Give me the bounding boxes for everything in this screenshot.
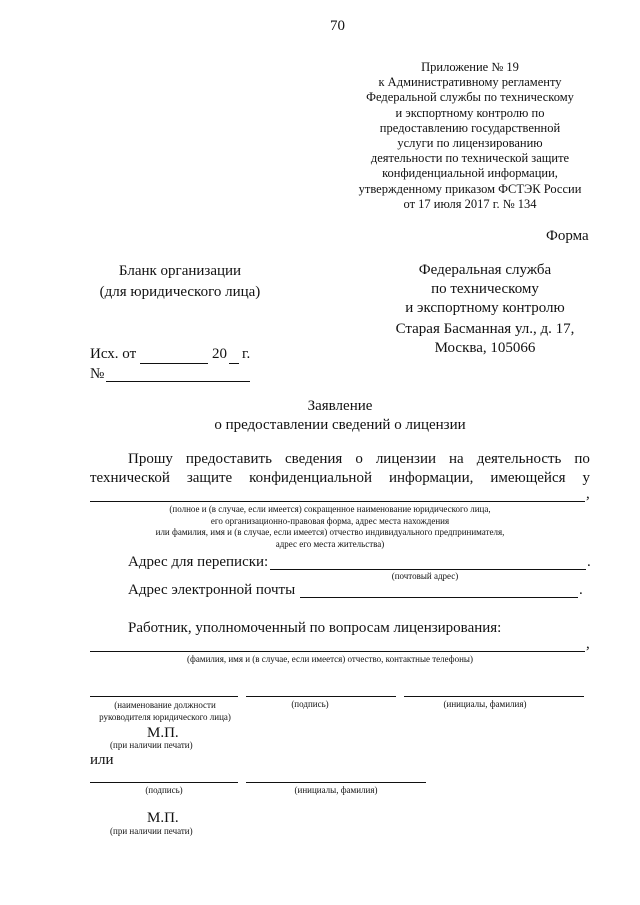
request-word: технической bbox=[90, 470, 170, 486]
recipient-line: и экспортному контролю bbox=[405, 300, 565, 316]
hint-line: или фамилия, имя и (в случае, если имеется) отчество индивидуального предпринимателя, bbox=[155, 527, 505, 537]
outgoing-year-prefix: 20 bbox=[212, 346, 227, 362]
outgoing-number-label: № bbox=[90, 366, 105, 382]
stamp-label: М.П. bbox=[147, 725, 179, 741]
authorized-label: Работник, уполномоченный по вопросам лицензирования: bbox=[128, 620, 502, 636]
authorized-end: , bbox=[586, 636, 590, 652]
hint-line: его организационно-правовая форма, адрес места нахождения bbox=[210, 515, 450, 526]
stamp-hint: (при наличии печати) bbox=[110, 740, 193, 750]
initials-field-2[interactable] bbox=[246, 782, 426, 783]
correspondence-label: Адрес для переписки: bbox=[128, 554, 269, 570]
request-word: деятельность bbox=[476, 451, 562, 467]
stamp-hint-2: (при наличии печати) bbox=[110, 826, 193, 836]
request-word: по bbox=[574, 451, 590, 467]
initials-field[interactable] bbox=[404, 696, 584, 697]
outgoing-number-field[interactable] bbox=[106, 381, 250, 382]
address-line: Москва, 105066 bbox=[434, 340, 536, 356]
recipient bbox=[385, 261, 585, 318]
request-line-2 bbox=[90, 470, 590, 487]
request-word: Прошу bbox=[128, 451, 173, 467]
signature-hint-2: (подпись) bbox=[145, 785, 183, 795]
initials-hint-2: (инициалы, фамилия) bbox=[294, 785, 378, 795]
hint-line: руководителя юридического лица) bbox=[99, 712, 231, 722]
correspondence-hint: (почтовый адрес) bbox=[391, 571, 459, 581]
appendix-line: к Административному регламенту bbox=[378, 75, 562, 90]
applicant-field-end: , bbox=[586, 486, 590, 502]
org-blank-line: Бланк организации bbox=[118, 263, 242, 279]
org-blank-line: (для юридического лица) bbox=[99, 284, 261, 300]
outgoing-date-field[interactable] bbox=[140, 363, 208, 364]
email-field[interactable] bbox=[300, 597, 578, 598]
position-hint bbox=[80, 699, 250, 723]
initials-hint: (инициалы, фамилия) bbox=[443, 699, 527, 709]
recipient-address bbox=[385, 320, 585, 358]
authorized-hint: (фамилия, имя и (в случае, если имеется) отчество, контактные телефоны) bbox=[187, 654, 473, 664]
recipient-line: Федеральная служба bbox=[418, 262, 552, 278]
email-end: . bbox=[579, 582, 583, 598]
request-word: предоставить bbox=[185, 451, 272, 467]
or-label: или bbox=[90, 752, 114, 768]
request-word: имеющейся bbox=[490, 470, 566, 486]
address-line: Старая Басманная ул., д. 17, bbox=[395, 321, 575, 337]
document-title bbox=[170, 397, 510, 435]
correspondence-address-field[interactable] bbox=[270, 569, 586, 570]
request-word: информации, bbox=[388, 470, 474, 486]
applicant-field[interactable] bbox=[90, 501, 585, 502]
signature-hint: (подпись) bbox=[291, 699, 329, 709]
appendix-line: от 17 июля 2017 г. № 134 bbox=[403, 196, 537, 211]
title-line: о предоставлении сведений о лицензии bbox=[214, 417, 466, 433]
email-label: Адрес электронной почты bbox=[128, 582, 296, 598]
appendix-block bbox=[340, 60, 600, 212]
request-word: защите bbox=[186, 470, 233, 486]
appendix-line: и экспортному контролю по bbox=[395, 105, 545, 120]
hint-line: (полное и (в случае, если имеется) сокращенное наименование юридического лица, bbox=[169, 504, 491, 514]
outgoing-date-label: Исх. от bbox=[90, 346, 137, 362]
recipient-line: по техническому bbox=[431, 281, 539, 297]
outgoing-year-suffix: г. bbox=[242, 346, 251, 362]
appendix-line: конфиденциальной информации, bbox=[382, 166, 558, 181]
correspondence-end: . bbox=[587, 554, 591, 570]
request-word: на bbox=[449, 451, 464, 467]
request-word: о bbox=[355, 451, 363, 467]
applicant-hint bbox=[90, 504, 570, 550]
request-word: у bbox=[582, 470, 590, 486]
title-line: Заявление bbox=[307, 398, 373, 414]
hint-line: адрес его места жительства) bbox=[275, 538, 385, 549]
hint-line: (наименование должности bbox=[114, 700, 216, 710]
appendix-line: деятельности по технической защите bbox=[370, 151, 570, 166]
form-label: Форма bbox=[546, 228, 589, 244]
signature-field[interactable] bbox=[246, 696, 396, 697]
request-word: сведения bbox=[284, 451, 343, 467]
appendix-line: услуги по лицензированию bbox=[397, 136, 543, 151]
appendix-line: Приложение № 19 bbox=[421, 60, 519, 74]
signature-field-2[interactable] bbox=[90, 782, 238, 783]
stamp-label-2: М.П. bbox=[147, 810, 179, 826]
authorized-field[interactable] bbox=[90, 651, 585, 652]
position-field[interactable] bbox=[90, 696, 238, 697]
request-word: конфиденциальной bbox=[249, 470, 372, 486]
page-number: 70 bbox=[330, 18, 345, 34]
request-word: лицензии bbox=[375, 451, 437, 467]
org-blank bbox=[80, 261, 280, 303]
appendix-line: Федеральной службы по техническому bbox=[366, 90, 574, 105]
request-line-1 bbox=[128, 451, 590, 468]
appendix-line: предоставлению государственной bbox=[379, 120, 561, 135]
appendix-line: утвержденному приказом ФСТЭК России bbox=[358, 181, 582, 196]
outgoing-year-field[interactable] bbox=[229, 363, 239, 364]
